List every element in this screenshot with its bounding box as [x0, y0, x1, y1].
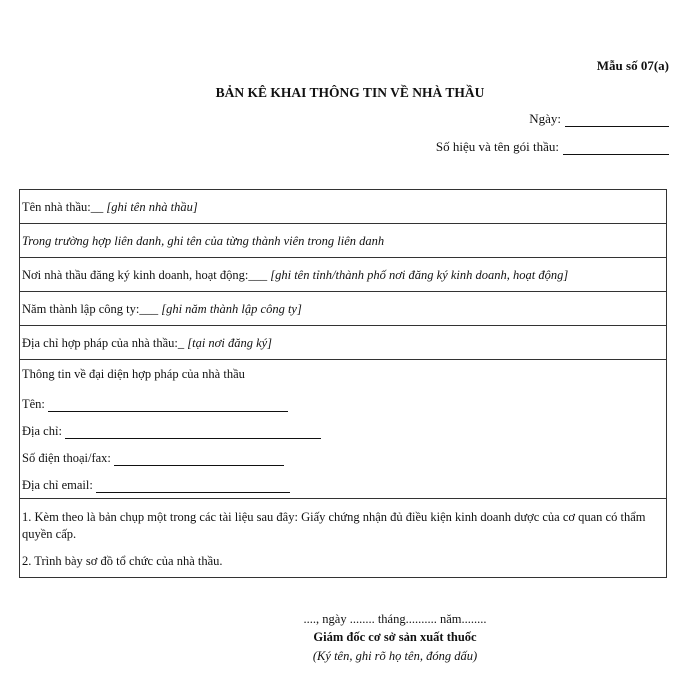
rep-email-line: [22, 466, 664, 493]
contractor-name-label: Tên nhà thầu:__: [22, 200, 104, 214]
legal-address-label: Địa chỉ hợp pháp của nhà thầu:_: [22, 336, 185, 350]
legal-representative-row: [20, 360, 666, 499]
registration-place-hint: [ghi tên tỉnh/thành phố nơi đăng ký kinh doanh, hoạt động]: [270, 268, 569, 282]
founding-year-row: [20, 292, 666, 326]
contractor-name-row: [20, 190, 666, 224]
rep-phone-field[interactable]: [114, 454, 284, 466]
founding-year-hint: [ghi năm thành lập công ty]: [161, 302, 302, 316]
form-code: Mẫu số 07(a): [596, 58, 669, 73]
rep-name-label: Tên:: [22, 397, 45, 411]
date-line: [529, 111, 669, 127]
rep-phone-line: [22, 439, 664, 466]
rep-heading-line: [22, 367, 664, 385]
rep-email-field[interactable]: [96, 481, 290, 493]
rep-address-line: [22, 412, 664, 439]
rep-phone-label: Số điện thoại/fax:: [22, 451, 111, 465]
joint-venture-row: [20, 224, 666, 258]
rep-name-line: [22, 385, 664, 412]
rep-email-label: Địa chỉ email:: [22, 478, 93, 492]
rep-address-field[interactable]: [65, 427, 321, 439]
signer-title: Giám đốc cơ sở sản xuất thuốc: [313, 630, 477, 644]
package-line: [436, 139, 669, 155]
rep-address-label: Địa chỉ:: [22, 424, 62, 438]
contractor-info-table: [19, 189, 667, 578]
registration-place-row: [20, 258, 666, 292]
attachment-item-1: 1. Kèm theo là bản chụp một trong các tài liệu sau đây: Giấy chứng nhận đủ điều kiện kinh doanh dược của cơ quan có thẩm quyền cấp.: [22, 510, 646, 541]
contractor-name-hint: [ghi tên nhà thầu]: [106, 200, 198, 214]
document-title: BẢN KÊ KHAI THÔNG TIN VỀ NHÀ THẦU: [215, 85, 485, 100]
date-label: Ngày:: [529, 111, 561, 126]
registration-place-label: Nơi nhà thầu đăng ký kinh doanh, hoạt động:___: [22, 268, 268, 282]
package-field[interactable]: [563, 142, 669, 155]
founding-year-label: Năm thành lập công ty:___: [22, 302, 159, 316]
package-label: Số hiệu và tên gói thầu:: [435, 139, 559, 154]
attachments-row: [20, 499, 666, 577]
rep-heading: Thông tin về đại diện hợp pháp của nhà thầu: [22, 367, 245, 381]
signer-note: (Ký tên, ghi rõ họ tên, đóng dấu): [312, 649, 478, 663]
attachment-item-2: 2. Trình bày sơ đồ tổ chức của nhà thầu.: [22, 554, 223, 568]
rep-name-field[interactable]: [48, 400, 288, 412]
joint-venture-note: Trong trường hợp liên danh, ghi tên của từng thành viên trong liên danh: [22, 234, 385, 248]
signature-date-line: ...., ngày ........ tháng.......... năm........: [303, 612, 487, 626]
legal-address-row: [20, 326, 666, 360]
date-field[interactable]: [565, 114, 669, 127]
legal-address-hint: [tại nơi đăng ký]: [187, 336, 273, 350]
